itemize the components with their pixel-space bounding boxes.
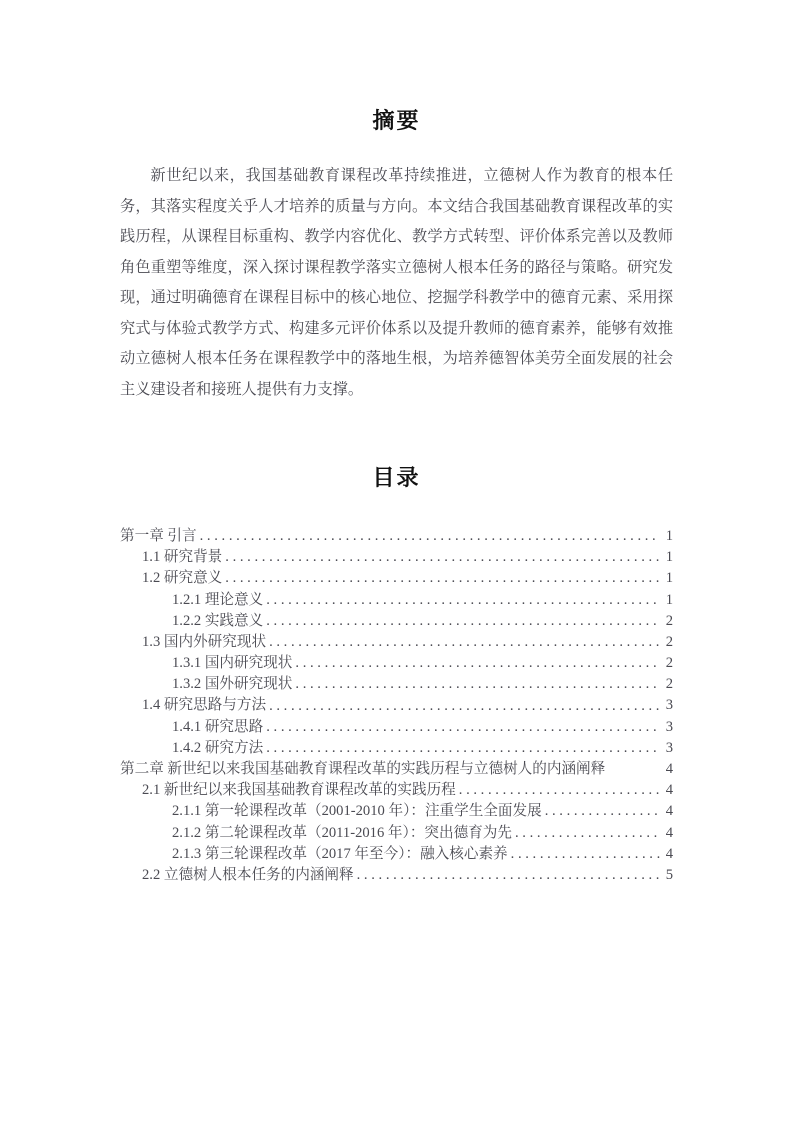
toc-entry-label: 2.1.3 第三轮课程改革（2017 年至今）：融入核心素养 — [172, 845, 508, 862]
toc-entry-label: 2.2 立德树人根本任务的内涵阐释 — [142, 866, 354, 883]
toc-entry-page-number: 4 — [665, 803, 673, 820]
toc-entry-label: 1.2 研究意义 — [142, 570, 223, 587]
toc-leader-dots — [269, 632, 660, 653]
toc-entry-page-number: 2 — [665, 633, 673, 650]
toc-entry-page-number: 1 — [665, 527, 673, 544]
toc-leader-dots — [295, 653, 660, 674]
toc-leader-dots — [608, 759, 660, 780]
toc-entry[interactable] — [120, 674, 673, 695]
toc-entry[interactable] — [120, 823, 673, 844]
toc-entry-page-number: 4 — [665, 845, 673, 862]
toc-entry-page-number: 2 — [665, 676, 673, 693]
toc-entry-page-number: 3 — [665, 718, 673, 735]
toc-entry[interactable] — [120, 759, 673, 780]
toc-leader-dots — [295, 674, 660, 695]
toc-entry-page-number: 2 — [665, 612, 673, 629]
toc-leader-dots — [225, 547, 660, 568]
toc-leader-dots — [225, 568, 660, 589]
toc-entry[interactable] — [120, 632, 673, 653]
toc-entry-label: 2.1.2 第二轮课程改革（2011-2016 年）：突出德育为先 — [172, 824, 512, 841]
abstract-heading: 摘要 — [372, 108, 421, 133]
toc-entry[interactable] — [120, 568, 673, 589]
toc-entry[interactable] — [120, 547, 673, 568]
toc-entry-page-number: 2 — [665, 655, 673, 672]
toc-entry-label: 1.3 国内外研究现状 — [142, 633, 267, 650]
toc-leader-dots — [200, 526, 660, 547]
toc-leader-dots — [266, 611, 660, 632]
toc-entry-page-number: 3 — [665, 739, 673, 756]
toc-entry[interactable] — [120, 844, 673, 865]
toc-leader-dots — [266, 590, 660, 611]
abstract-body-paragraph: 新世纪以来，我国基础教育课程改革持续推进，立德树人作为教育的根本任务，其落实程度关乎人才培养的质量与方向。本文结合我国基础教育课程改革的实践历程，从课程目标重构、教学内容优化、教学方式转型、评价体系完善以及教师角色重塑等维度，深入探讨课程教学落实立德树人根本任务的路径与策略。研究发现，通过明确德育在课程目标中的核心地位、挖掘学科教学中的德育元素、采用探究式与体验式教学方式、构建多元评价体系以及提升教师的德育素养，能够有效推动立德树人根本任务在课程教学中的落地生根，为培养德智体美劳全面发展的社会主义建设者和接班人提供有力支撑。 — [120, 167, 673, 398]
toc-entry[interactable] — [120, 780, 673, 801]
table-of-contents-heading: 目录 — [372, 465, 421, 490]
toc-entry[interactable] — [120, 717, 673, 738]
toc-leader-dots — [515, 823, 660, 844]
toc-entry[interactable] — [120, 526, 673, 547]
toc-entry[interactable] — [120, 801, 673, 822]
toc-entry-page-number: 1 — [665, 570, 673, 587]
toc-leader-dots — [511, 844, 660, 865]
toc-leader-dots — [266, 717, 660, 738]
toc-entry[interactable] — [120, 865, 673, 886]
toc-leader-dots — [266, 738, 660, 759]
toc-entry[interactable] — [120, 611, 673, 632]
toc-entry-label: 1.1 研究背景 — [142, 549, 223, 566]
toc-entry-page-number: 3 — [665, 697, 673, 714]
toc-entry-label: 1.2.2 实践意义 — [172, 612, 264, 629]
toc-entry[interactable] — [120, 696, 673, 717]
toc-leader-dots — [269, 696, 660, 717]
toc-entry-label: 1.2.1 理论意义 — [172, 591, 264, 608]
toc-entry-label: 2.1.1 第一轮课程改革（2001-2010 年）：注重学生全面发展 — [172, 803, 542, 820]
table-of-contents-list — [120, 526, 673, 886]
toc-entry[interactable] — [120, 738, 673, 759]
page-content-column — [120, 0, 673, 886]
toc-leader-dots — [357, 865, 660, 886]
toc-entry-label: 1.4.1 研究思路 — [172, 718, 264, 735]
toc-entry-page-number: 1 — [665, 549, 673, 566]
toc-entry-label: 1.4 研究思路与方法 — [142, 697, 267, 714]
toc-entry[interactable] — [120, 653, 673, 674]
toc-entry-page-number: 1 — [665, 591, 673, 608]
toc-entry-label: 1.4.2 研究方法 — [172, 739, 264, 756]
toc-leader-dots — [545, 801, 660, 822]
toc-entry-label: 第一章 引言 — [120, 527, 197, 544]
toc-entry-page-number: 4 — [665, 782, 673, 799]
toc-entry-label: 2.1 新世纪以来我国基础教育课程改革的实践历程 — [142, 782, 456, 799]
toc-entry[interactable] — [120, 590, 673, 611]
toc-entry-label: 第二章 新世纪以来我国基础教育课程改革的实践历程与立德树人的内涵阐释 — [120, 761, 606, 778]
toc-entry-page-number: 4 — [665, 824, 673, 841]
toc-entry-label: 1.3.2 国外研究现状 — [172, 676, 293, 693]
toc-entry-page-number: 5 — [665, 866, 673, 883]
toc-leader-dots — [459, 780, 660, 801]
toc-entry-label: 1.3.1 国内研究现状 — [172, 655, 293, 672]
toc-entry-page-number: 4 — [665, 761, 673, 778]
